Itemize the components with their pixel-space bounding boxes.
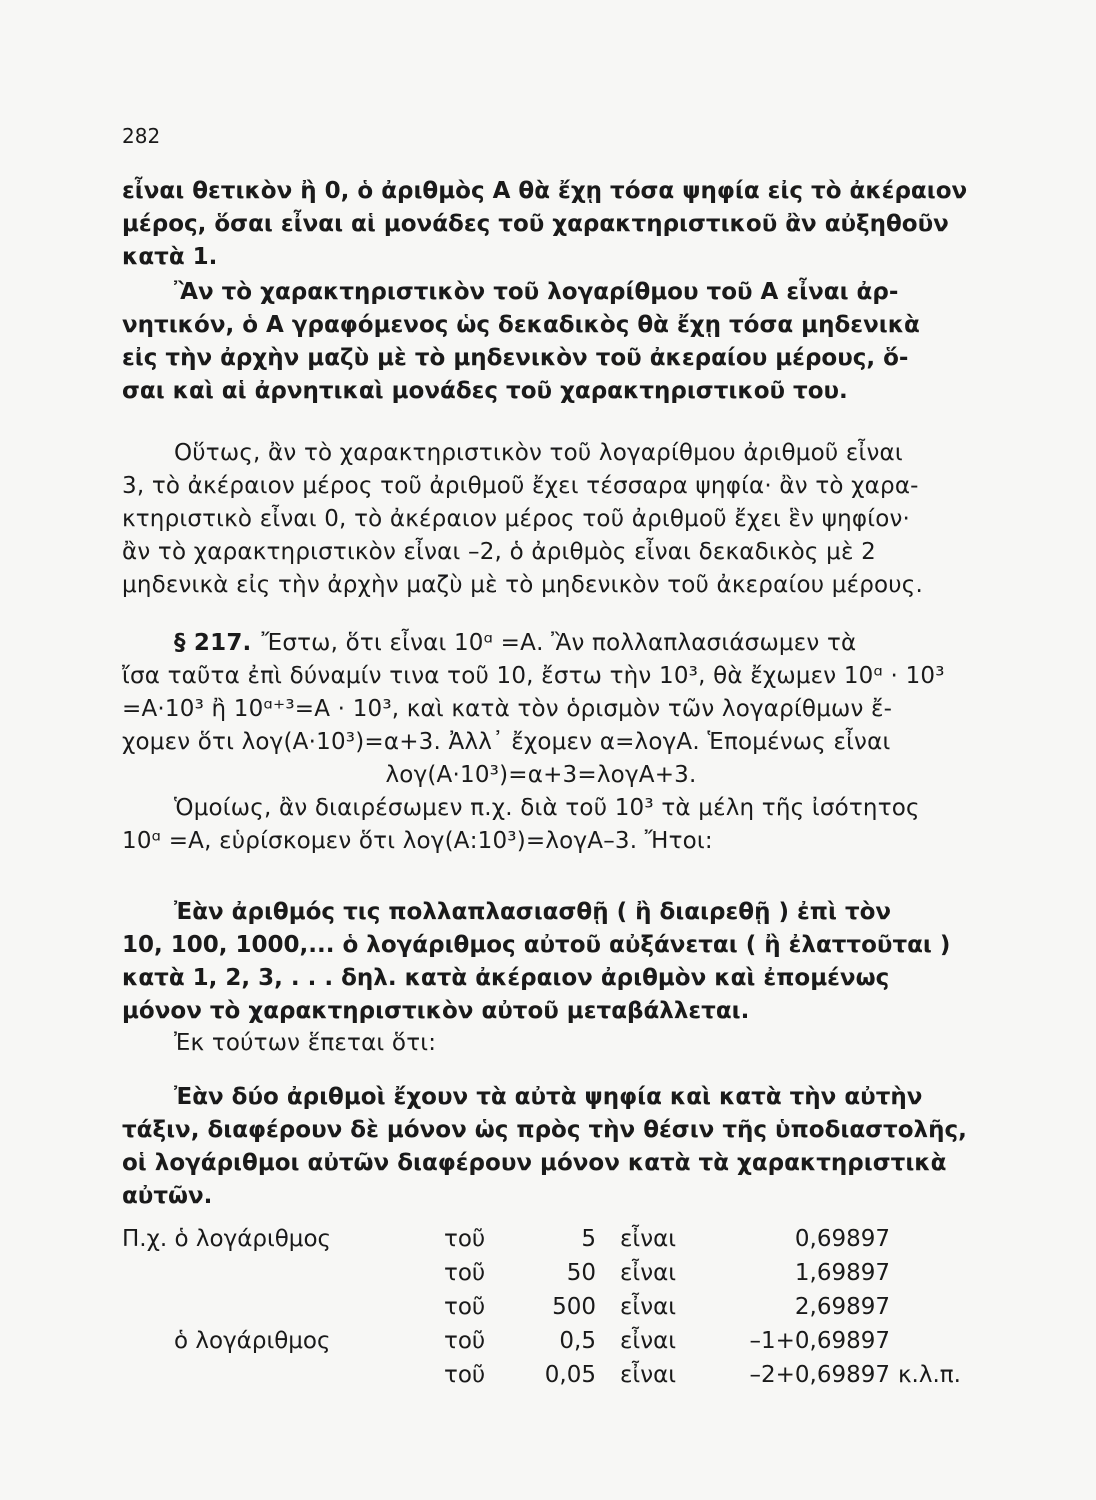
text-line: μόνον τὸ χαρακτηριστικὸν αὐτοῦ μεταβάλλεται.: [122, 998, 750, 1024]
text-line: κτηριστικὸ εἶναι 0, τὸ ἀκέραιον μέρος τοῦ ἀριθμοῦ ἔχει ἓν ψηφίον·: [122, 506, 911, 532]
section-mark: § 217.: [174, 630, 252, 656]
text-line: Ἂν τὸ χαρακτηριστικὸν τοῦ λογαρίθμου τοῦ Α εἶναι ἀρ-: [174, 279, 899, 305]
text-line: κατὰ 1.: [122, 244, 218, 270]
text-line: Ἐὰν δύο ἀριθμοὶ ἔχουν τὰ αὐτὰ ψηφία καὶ κατὰ τὴν αὐτὴν: [174, 1084, 923, 1110]
text-line: αὐτῶν.: [122, 1183, 213, 1209]
table-row: [122, 1256, 961, 1290]
text-line: 10, 100, 1000,... ὁ λογάριθμος αὐτοῦ αὐξάνεται ( ἢ ἐλαττοῦται ): [122, 932, 951, 958]
text-line: ἴσα ταῦτα ἐπὶ δύναμίν τινα τοῦ 10, ἔστω τὴν 10³, θὰ ἔχωμεν 10ᵅ · 10³: [122, 663, 945, 689]
row-einai: εἶναι: [620, 1294, 677, 1320]
row-tou: τοῦ: [444, 1226, 486, 1252]
text-line: 3, τὸ ἀκέραιον μέρος τοῦ ἀριθμοῦ ἔχει τέσσαρα ψηφία· ἂν τὸ χαρα-: [122, 473, 919, 499]
row-tou: τοῦ: [444, 1328, 486, 1354]
paragraph-2: [122, 276, 960, 408]
table-row: [122, 1324, 961, 1358]
paragraph-3: [122, 437, 960, 602]
text-line: Ὁμοίως, ἂν διαιρέσωμεν π.χ. διὰ τοῦ 10³ τὰ μέλη τῆς ἰσότητος: [174, 795, 920, 821]
section-217: [122, 627, 960, 858]
text-line: 10ᵅ =Α, εὑρίσκομεν ὅτι λογ(Α:10³)=λογΑ–3. Ἤτοι:: [122, 828, 713, 854]
page-number: 282: [122, 124, 161, 148]
paragraph-1: [122, 175, 968, 274]
row-number: 5: [581, 1226, 596, 1252]
text-line: εἰς τὴν ἀρχὴν μαζὺ μὲ τὸ μηδενικὸν τοῦ ἀκεραίου μέρους, ὅ-: [122, 345, 909, 371]
row-tail: [890, 1324, 961, 1358]
text-line: οἱ λογάριθμοι αὐτῶν διαφέρουν μόνον κατὰ τὰ χαρακτηριστικὰ: [122, 1150, 947, 1176]
section-line1: Ἔστω, ὅτι εἶναι 10ᵅ =Α. Ἂν πολλαπλασιάσωμεν τὰ: [261, 630, 857, 656]
table-row: [122, 1222, 961, 1256]
text-line: =Α·10³ ἢ 10ᵅ⁺³=Α · 10³, καὶ κατὰ τὸν ὁρισμὸν τῶν λογαρίθμων ἔ-: [122, 696, 893, 722]
row-tail: [890, 1290, 961, 1324]
row-log-value: 0,69897: [794, 1226, 890, 1252]
follows-line: [122, 1027, 960, 1060]
row-lead: [122, 1256, 444, 1290]
row-einai: εἶναι: [620, 1362, 677, 1388]
row-number: 0,05: [544, 1362, 596, 1388]
row-number: 50: [566, 1260, 596, 1286]
formula: λογ(Α·10³)=α+3=λογΑ+3.: [385, 762, 697, 788]
table-row: [122, 1358, 961, 1392]
row-log-value: 2,69897: [794, 1294, 890, 1320]
table-row: [122, 1290, 961, 1324]
text-line: κατὰ 1, 2, 3, . . . δηλ. κατὰ ἀκέραιον ἀριθμὸν καὶ ἐπομένως: [122, 965, 890, 991]
text-line: Οὕτως, ἂν τὸ χαρακτηριστικὸν τοῦ λογαρίθμου ἀριθμοῦ εἶναι: [174, 440, 903, 466]
row-lead: Π.χ. ὁ λογάριθμος: [122, 1226, 332, 1252]
text-line: χομεν ὅτι λογ(Α·10³)=α+3. Ἀλλ᾽ ἔχομεν α=λογΑ. Ἑπομένως εἶναι: [122, 729, 891, 755]
text-line: τάξιν, διαφέρουν δὲ μόνον ὡς πρὸς τὴν θέσιν τῆς ὑποδιαστολῆς,: [122, 1117, 967, 1143]
row-lead: [122, 1290, 444, 1324]
row-tou: τοῦ: [444, 1294, 486, 1320]
row-tou: τοῦ: [444, 1260, 486, 1286]
row-einai: εἶναι: [620, 1260, 677, 1286]
row-lead: ὁ λογάριθμος: [174, 1328, 331, 1354]
text-line: ἂν τὸ χαρακτηριστικὸν εἶναι –2, ὁ ἀριθμὸς εἶναι δεκαδικὸς μὲ 2: [122, 539, 876, 565]
section-first-line: [122, 627, 960, 660]
rule-2: [122, 1081, 967, 1213]
text-line: εἶναι θετικὸν ἢ 0, ὁ ἀριθμὸς Α θὰ ἔχῃ τόσα ψηφία εἰς τὸ ἀκέραιον: [122, 178, 968, 204]
row-log-value: 1,69897: [794, 1260, 890, 1286]
text-line: Ἐκ τούτων ἕπεται ὅτι:: [174, 1030, 437, 1056]
logarithm-table: [122, 1222, 961, 1392]
row-number: 0,5: [559, 1328, 596, 1354]
row-einai: εἶναι: [620, 1226, 677, 1252]
row-number: 500: [552, 1294, 596, 1320]
row-tou: τοῦ: [444, 1362, 486, 1388]
row-log-value: –1+0,69897: [749, 1328, 890, 1354]
text-line: μέρος, ὅσαι εἶναι αἱ μονάδες τοῦ χαρακτηριστικοῦ ἂν αὐξηθοῦν: [122, 211, 949, 237]
text-line: μηδενικὰ εἰς τὴν ἀρχὴν μαζὺ μὲ τὸ μηδενικὸν τοῦ ἀκεραίου μέρους.: [122, 572, 923, 598]
text-line: Ἐὰν ἀριθμός τις πολλαπλασιασθῇ ( ἢ διαιρεθῇ ) ἐπὶ τὸν: [174, 899, 892, 925]
row-tail: κ.λ.π.: [898, 1362, 961, 1388]
text-line: νητικόν, ὁ Α γραφόμενος ὡς δεκαδικὸς θὰ ἔχῃ τόσα μηδενικὰ: [122, 312, 920, 338]
row-lead: [122, 1358, 444, 1392]
rule-1: [122, 896, 960, 1028]
row-tail: [890, 1256, 961, 1290]
row-einai: εἶναι: [620, 1328, 677, 1354]
row-log-value: –2+0,69897: [749, 1362, 890, 1388]
row-tail: [890, 1222, 961, 1256]
text-line: σαι καὶ αἱ ἀρνητικαὶ μονάδες τοῦ χαρακτηριστικοῦ του.: [122, 378, 848, 404]
